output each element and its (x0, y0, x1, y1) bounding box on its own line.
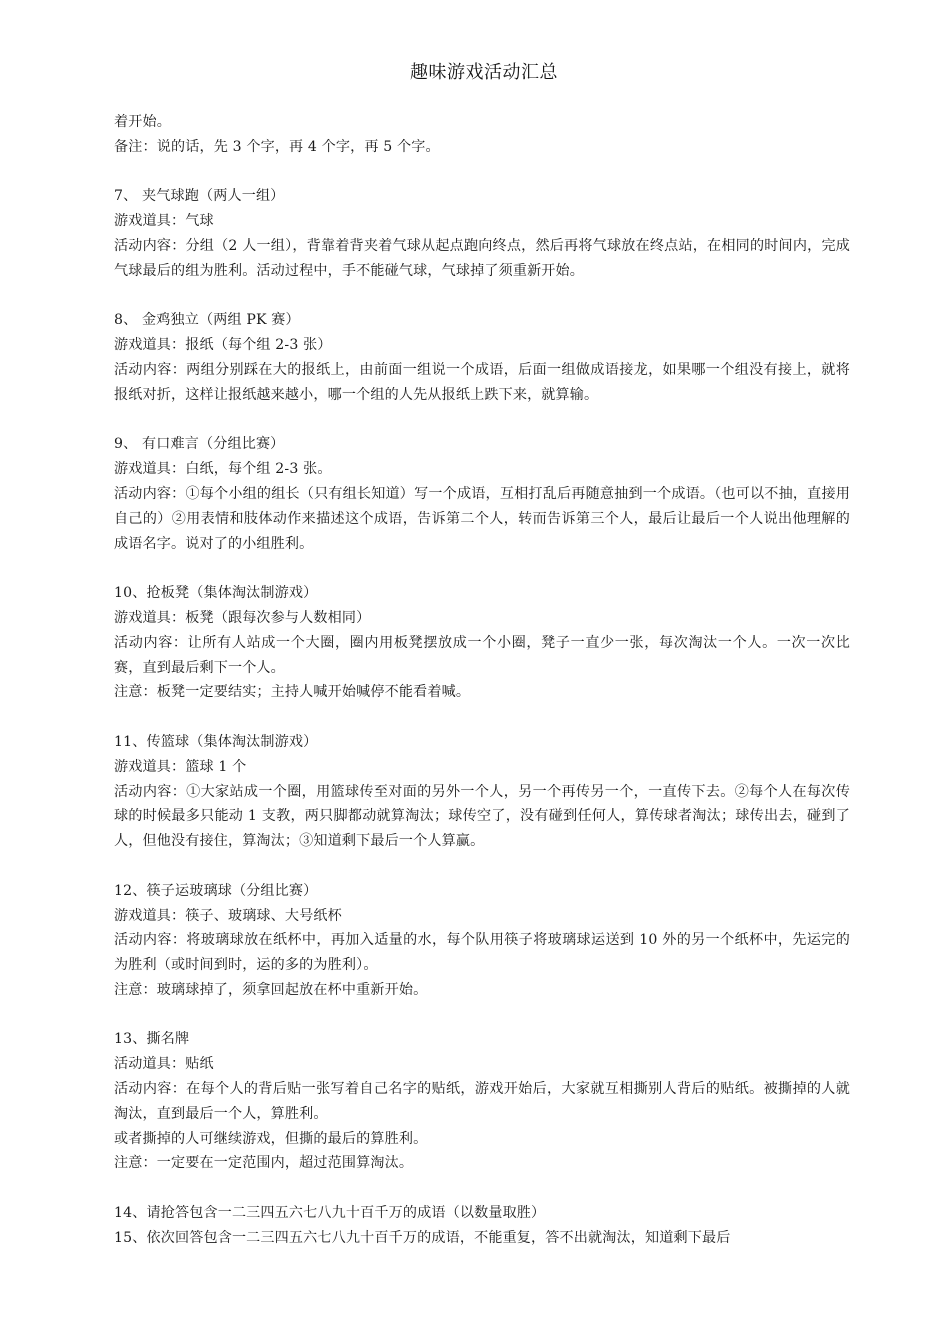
game-9-props: 游戏道具：白纸，每个组 2-3 张。 (114, 461, 332, 478)
game-13-content: 活动内容：在每个人的背后贴一张写着自己名字的贴纸，游戏开始后，大家就互相撕别人背后的贴纸。被撕掉的人就淘汰，直到最后一个人，算胜利。 (114, 1081, 850, 1122)
game-11-heading: 11、传篮球（集体淘汰制游戏） (114, 733, 318, 750)
game-8-section (114, 308, 850, 407)
game-12-note: 注意：玻璃球掉了，须拿回起放在杯中重新开始。 (114, 981, 428, 998)
remark-line: 备注：说的话，先 3 个字，再 4 个字，再 5 个字。 (114, 138, 440, 155)
game-11-content: 活动内容：①大家站成一个圈，用篮球传至对面的另外一个人，另一个再传另一个，一直传下去。②每个人在每次传球的时候最多只能动 1 支教，两只脚都动就算淘汰；球传空了，没有碰到任何人，算传球者淘汰；球传出去，碰到了人，但他没有接住，算淘汰；③知道剩下最后一个人算赢。 (114, 783, 850, 850)
game-10-props: 游戏道具：板凳（跟每次参与人数相同） (114, 609, 371, 626)
game-8-props: 游戏道具：报纸（每个组 2-3 张） (114, 337, 332, 354)
spacer (114, 408, 850, 433)
spacer (114, 705, 850, 730)
game-10-note: 注意：板凳一定要结实；主持人喊开始喊停不能看着喊。 (114, 684, 471, 701)
game-8-content: 活动内容：两组分别踩在大的报纸上，由前面一组说一个成语，后面一组做成语接龙，如果哪一个组没有接上，就将报纸对折，这样让报纸越来越小，哪一个组的人先从报纸上跌下来，就算输。 (114, 361, 850, 403)
game-12-props: 游戏道具：筷子、玻璃球、大号纸杯 (114, 907, 342, 924)
spacer (114, 1003, 850, 1028)
game-13-props: 活动道具：贴纸 (114, 1056, 214, 1073)
game-7-props: 游戏道具：气球 (114, 213, 214, 230)
game-12-content: 活动内容：将玻璃球放在纸杯中，再加入适量的水，每个队用筷子将玻璃球运送到 10 外的另一个纸杯中，先运完的为胜利（或时间到时，运的多的为胜利）。 (114, 932, 850, 974)
page-title: 趣味游戏活动汇总 (410, 62, 558, 83)
game-7-heading: 7、 夹气球跑（两人一组） (114, 188, 285, 205)
spacer (114, 284, 850, 309)
game-14-heading: 14、请抢答包含一二三四五六七八九十百千万的成语（以数量取胜） (114, 1205, 546, 1222)
game-10-content: 活动内容：让所有人站成一个大圈，圈内用板凳摆放成一个小圈，凳子一直少一张，每次淘汰一个人。一次一次比赛，直到最后剩下一个人。 (114, 634, 850, 676)
game-10-section (114, 581, 850, 705)
game-13-note: 注意：一定要在一定范围内，超过范围算淘汰。 (114, 1155, 414, 1172)
spacer (114, 1176, 850, 1201)
spacer (114, 854, 850, 879)
document-body (114, 110, 850, 1251)
game-15-heading: 15、依次回答包含一二三四五六七八九十百千万的成语，不能重复，答不出就淘汰，知道剩下最后 (114, 1229, 731, 1246)
intro-line: 着开始。 (114, 114, 171, 130)
spacer (114, 556, 850, 581)
game-10-heading: 10、抢板凳（集体淘汰制游戏） (114, 585, 318, 602)
game-12-section (114, 879, 850, 1003)
game-7-section (114, 184, 850, 283)
game-9-heading: 9、 有口难言（分组比赛） (114, 436, 285, 453)
game-13-heading: 13、撕名牌 (114, 1031, 190, 1048)
game-13-extra: 或者撕掉的人可继续游戏，但撕的最后的算胜利。 (114, 1130, 428, 1147)
game-11-props: 游戏道具：篮球 1 个 (114, 758, 247, 775)
game-13-section (114, 1027, 850, 1176)
spacer (114, 160, 850, 185)
game-9-content: 活动内容：①每个小组的组长（只有组长知道）写一个成语，互相打乱后再随意抽到一个成语。（也可以不抽，直接用自己的）②用表情和肢体动作来描述这个成语，告诉第二个人，转而告诉第三个人，最后让最后一个人说出他理解的成语名字。说对了的小组胜利。 (114, 485, 850, 552)
game-11-section (114, 730, 850, 854)
game-8-heading: 8、 金鸡独立（两组 PK 赛） (114, 312, 300, 329)
game-9-section (114, 432, 850, 556)
game-7-content: 活动内容：分组（2 人一组），背靠着背夹着气球从起点跑向终点，然后再将气球放在终点站，在相同的时间内，完成气球最后的组为胜利。活动过程中，手不能碰气球，气球掉了须重新开始。 (114, 237, 850, 279)
game-12-heading: 12、筷子运玻璃球（分组比赛） (114, 882, 318, 899)
